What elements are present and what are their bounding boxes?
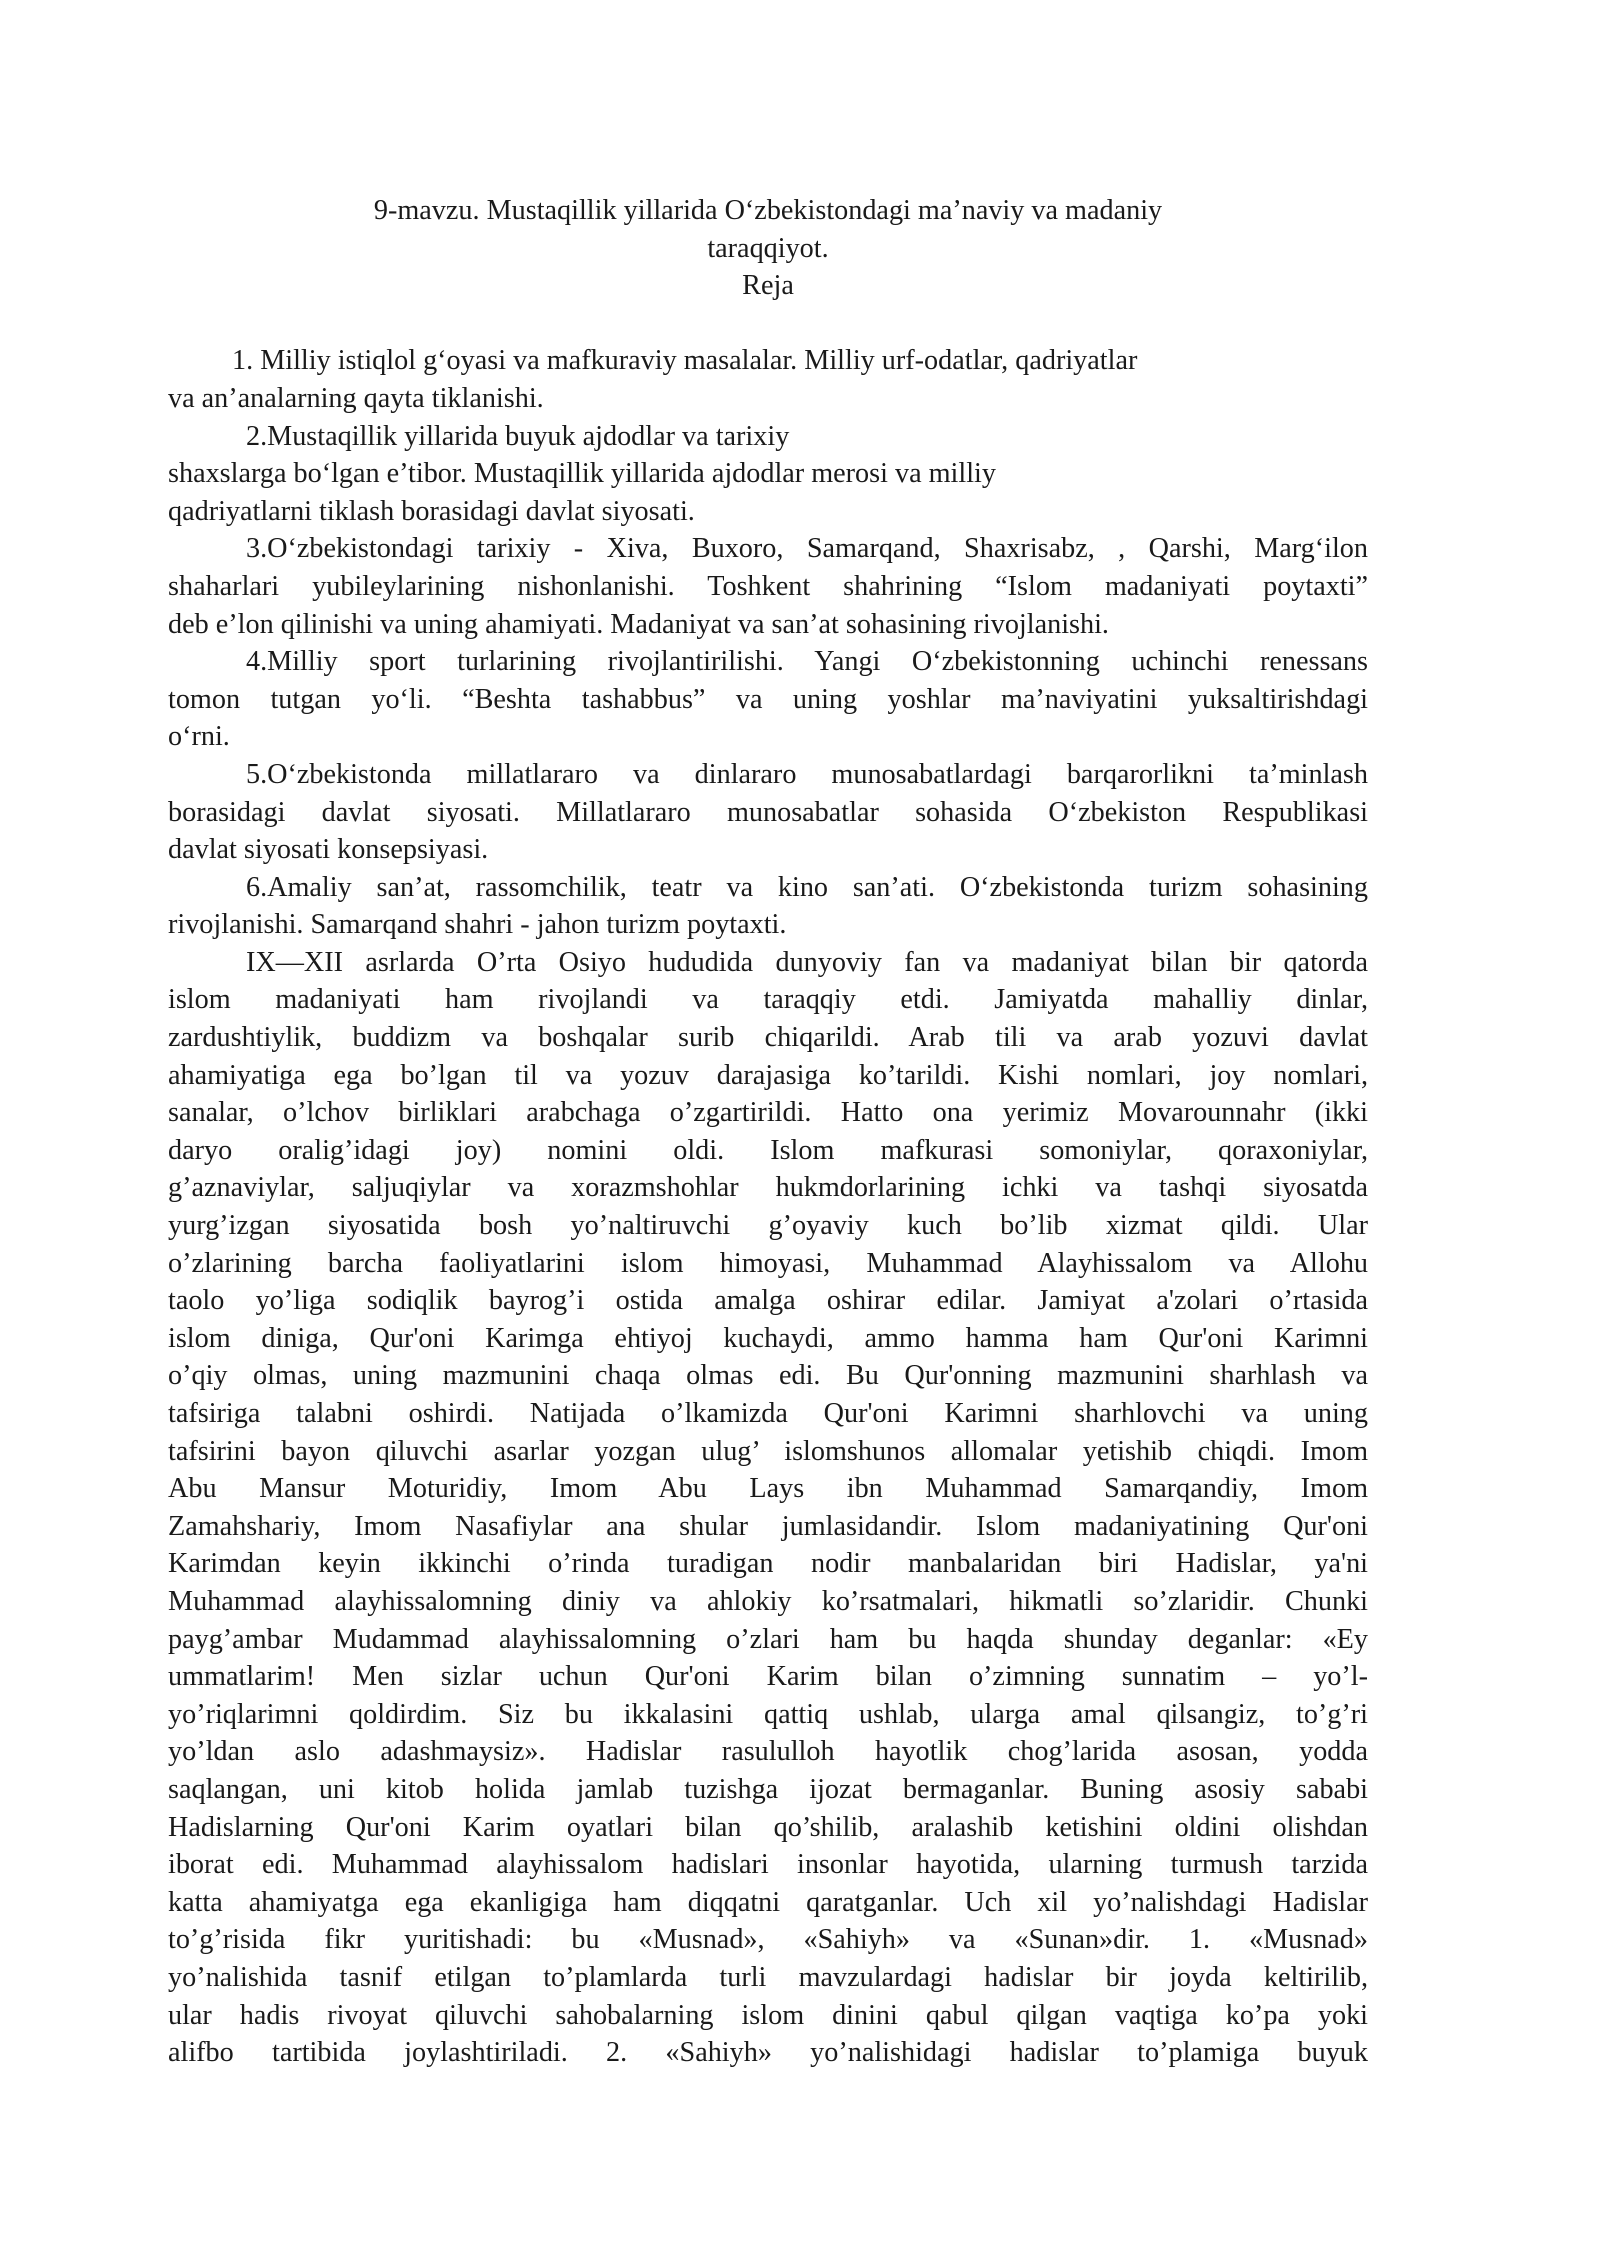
body-line: iborat edi. Muhammad alayhissalom hadislari insonlar hayotida, ularning turmush tarzida (168, 1849, 1368, 1881)
plan-item-4 (168, 643, 1368, 756)
body-line: Zamahshariy, Imom Nasafiylar ana shular jumlasidandir. Islom madaniyatining Qur'oni (168, 1510, 1368, 1542)
title-line-1: 9-mavzu. Mustaqillik yillarida O‘zbekistondagi ma’naviy va madaniy (373, 195, 1163, 226)
body-line: alifbo tartibida joylashtiriladi. 2. «Sahiyh» yo’nalishidagi hadislar to’plamiga buyuk (168, 2037, 1368, 2069)
body-line: yurg’izgan siyosatida bosh yo’naltiruvchi g’oyaviy kuch bo’lib xizmat qildi. Ular (168, 1210, 1368, 1242)
body-paragraph (168, 944, 1368, 2072)
body-line: taolo yo’liga sodiqlik bayrog’i ostida amalga oshirar edilar. Jamiyat a'zolari o’rtasida (168, 1285, 1368, 1317)
body-line: Karimdan keyin ikkinchi o’rinda turadigan nodir manbalaridan biri Hadislar, ya'ni (168, 1548, 1368, 1580)
plan-item-1-line-1: 1. Milliy istiqlol g‘oyasi va mafkuraviy masalalar. Milliy urf-odatlar, qadriyatlar (232, 345, 1138, 377)
plan-item-3-line-1: 3.O‘zbekistondagi tarixiy - Xiva, Buxoro, Samarqand, Shaxrisabz, , Qarshi, Marg‘ilon (246, 533, 1368, 565)
document-page (168, 192, 1368, 2072)
plan-item-1 (168, 342, 1368, 417)
plan-item-2-line-3: qadriyatlarni tiklash borasidagi davlat siyosati. (168, 495, 695, 527)
body-line: sanalar, o’lchov birliklari arabchaga o’zgartirildi. Hatto ona yerimiz Movarounnahr (ikki (168, 1097, 1368, 1129)
body-line: yo’riqlarimni qoldirdim. Siz bu ikkalasini qattiq ushlab, ularga amal qilsangiz, to’g’ri (168, 1698, 1368, 1730)
body-line: o’qiy olmas, uning mazmunini chaqa olmas edi. Bu Qur'onning mazmunini sharhlash va (168, 1360, 1368, 1392)
plan-item-4-line-2: tomon tutgan yo‘li. “Beshta tashabbus” va uning yoshlar ma’naviyatini yuksaltirishdagi (168, 683, 1368, 715)
plan-item-2 (168, 418, 1368, 531)
body-line: islom madaniyati ham rivojlandi va taraqqiy etdi. Jamiyatda mahalliy dinlar, (168, 984, 1368, 1016)
body-line: tafsiriga talabni oshirdi. Natijada o’lkamizda Qur'oni Karimni sharhlovchi va uning (168, 1398, 1368, 1429)
body-line: yo’nalishida tasnif etilgan to’plamlarda turli mavzulardagi hadislar bir joyda keltirilib, (168, 1961, 1368, 1993)
plan-item-1-line-2: va an’analarning qayta tiklanishi. (168, 382, 544, 414)
plan-item-6 (168, 869, 1368, 944)
body-line: daryo oralig’idagi joy) nomini oldi. Islom mafkurasi somoniylar, qoraxoniylar, (168, 1134, 1368, 1166)
spacer (168, 305, 1368, 343)
plan-list (168, 342, 1368, 944)
plan-item-5-line-3: davlat siyosati konsepsiyasi. (168, 834, 489, 866)
body-line: yo’ldan aslo adashmaysiz». Hadislar rasululloh hayotlik chog’larida asosan, yodda (168, 1736, 1368, 1768)
body-line: IX—XII asrlarda O’rta Osiyo hududida dunyoviy fan va madaniyat bilan bir qatorda (246, 946, 1368, 978)
plan-item-3 (168, 530, 1368, 643)
document-title (168, 192, 1368, 305)
plan-item-4-line-3: o‘rni. (168, 721, 230, 753)
plan-item-6-line-1: 6.Amaliy san’at, rassomchilik, teatr va kino san’ati. O‘zbekistonda turizm sohasining (246, 871, 1368, 903)
body-line: saqlangan, uni kitob holida jamlab tuzishga ijozat bermaganlar. Buning asosiy sababi (168, 1773, 1368, 1805)
plan-item-2-line-1: 2.Mustaqillik yillarida buyuk ajdodlar va tarixiy (246, 420, 790, 452)
plan-item-3-line-2: shaharlari yubileylarining nishonlanishi. Toshkent shahrining “Islom madaniyati poytaxti” (168, 570, 1368, 602)
plan-item-6-line-2: rivojlanishi. Samarqand shahri - jahon turizm poytaxti. (168, 909, 787, 941)
body-line: katta ahamiyatga ega ekanligiga ham diqqatni qaratganlar. Uch xil yo’nalishdagi Hadislar (168, 1886, 1368, 1918)
body-line: ummatlarim! Men sizlar uchun Qur'oni Karim bilan o’zimning sunnatim – yo’l- (168, 1661, 1368, 1693)
plan-item-5-line-2: borasidagi davlat siyosati. Millatlararo munosabatlar sohasida O‘zbekiston Respublikasi (168, 796, 1368, 828)
body-line: Abu Mansur Moturidiy, Imom Abu Lays ibn Muhammad Samarqandiy, Imom (168, 1473, 1368, 1505)
body-line: to’g’risida fikr yuritishadi: bu «Musnad», «Sahiyh» va «Sunan»dir. 1. «Musnad» (168, 1924, 1368, 1956)
body-line: tafsirini bayon qiluvchi asarlar yozgan ulug’ islomshunos allomalar yetishib chiqdi. Imom (168, 1435, 1368, 1467)
plan-item-5-line-1: 5.O‘zbekistonda millatlararo va dinlararo munosabatlardagi barqarorlikni ta’minlash (246, 758, 1368, 790)
body-line: islom diniga, Qur'oni Karimga ehtiyoj kuchaydi, ammo hamma ham Qur'oni Karimni (168, 1322, 1368, 1354)
body-line: Hadislarning Qur'oni Karim oyatlari bilan qo’shilib, aralashib ketishini oldini olishdan (168, 1811, 1368, 1843)
body-line: g’aznaviylar, saljuqiylar va xorazmshohlar hukmdorlarining ichki va tashqi siyosatda (168, 1172, 1368, 1204)
plan-item-4-line-1: 4.Milliy sport turlarining rivojlantirilishi. Yangi O‘zbekistonning uchinchi renessans (246, 646, 1368, 678)
title-line-2: taraqqiyot. (707, 232, 829, 264)
body-line: zardushtiylik, buddizm va boshqalar surib chiqarildi. Arab tili va arab yozuvi davlat (168, 1022, 1368, 1054)
body-line: ular hadis rivoyat qiluvchi sahobalarning islom dinini qabul qilgan vaqtiga ko’pa yoki (168, 1999, 1368, 2031)
plan-heading: Reja (742, 270, 794, 302)
plan-item-5 (168, 756, 1368, 869)
body-line: ahamiyatiga ega bo’lgan til va yozuv darajasiga ko’tarildi. Kishi nomlari, joy nomlari, (168, 1059, 1368, 1091)
body-line: Muhammad alayhissalomning diniy va ahlokiy ko’rsatmalari, hikmatli so’zlaridir. Chunki (168, 1585, 1368, 1617)
body-line: payg’ambar Mudammad alayhissalomning o’zlari ham bu haqda shunday deganlar: «Ey (168, 1623, 1368, 1655)
plan-item-2-line-2: shaxslarga bo‘lgan e’tibor. Mustaqillik yillarida ajdodlar merosi va milliy (168, 458, 996, 490)
body-line: o’zlarining barcha faoliyatlarini islom himoyasi, Muhammad Alayhissalom va Allohu (168, 1247, 1368, 1279)
plan-item-3-line-3: deb e’lon qilinishi va uning ahamiyati. Madaniyat va san’at sohasining rivojlanishi. (168, 608, 1109, 640)
